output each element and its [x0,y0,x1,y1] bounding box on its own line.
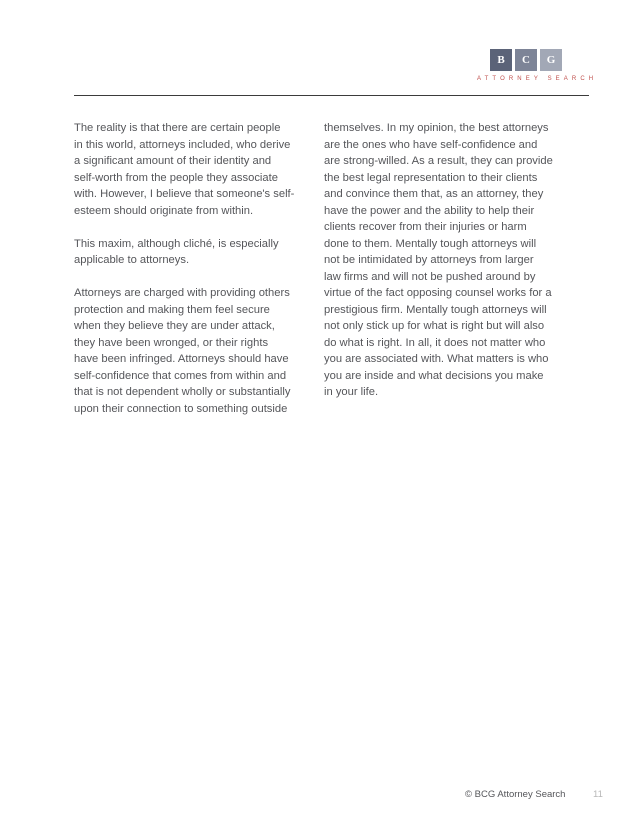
paragraph [74,285,312,417]
text-line: you are associated with. What matters is who [324,353,549,365]
text-line: in your life. [324,386,379,398]
copyright-notice: © BCG Attorney Search [465,789,566,800]
text-line: protection and making them feel secure [74,303,270,316]
text-line: in this world, attorneys included, who derive [74,138,291,151]
text-line: prestigious firm. Mentally tough attorneys will [324,303,547,316]
text-line: clients recover from their injuries or harm [324,221,527,233]
text-line: have been infringed. Attorneys should have [74,353,289,365]
text-line: are the ones who have self-confidence and [324,138,538,151]
text-line: esteem should originate from within. [74,204,254,217]
text-line: that is not dependent wholly or substantially [74,386,291,398]
text-line: the best legal representation to their clients [324,171,538,184]
right-column [324,120,568,417]
text-line: not be intimidated by attorneys from larger [324,254,534,266]
logo-letter-g: G [540,49,562,71]
text-line: The reality is that there are certain people [74,122,281,134]
logo-letter-c: C [515,49,537,71]
left-column [74,120,312,434]
logo-tagline: ATTORNEY SEARCH [477,76,598,82]
text-line: law firms and will not be pushed around by [324,270,536,283]
paragraph [324,120,568,401]
text-line: self-confidence that comes from within and [74,369,287,382]
bcg-logo [490,49,562,71]
paragraph [74,120,312,219]
page-number: 11 [593,789,603,800]
text-line: upon their connection to something outside [74,402,288,415]
text-line: are strong-willed. As a result, they can provide [324,155,553,167]
text-line: you are inside and what decisions you make [324,369,544,382]
text-line: with. However, I believe that someone's self- [74,188,295,200]
text-line: applicable to attorneys. [74,254,190,266]
text-line: a significant amount of their identity and [74,155,272,167]
text-line: themselves. In my opinion, the best attorneys [324,122,549,134]
text-line: and convince them that, as an attorney, they [324,188,544,200]
text-line: they have been wronged, or their rights [74,336,269,349]
text-line: Attorneys are charged with providing others [74,287,290,299]
header-divider [74,95,589,96]
text-line: virtue of the fact opposing counsel works for a [324,287,552,299]
text-line: when they believe they are under attack, [74,320,275,332]
logo-letter-b: B [490,49,512,71]
text-line: have the power and the ability to help their [324,204,535,217]
text-line: self-worth from the people they associate [74,171,278,184]
text-line: done to them. Mentally tough attorneys will [324,237,537,250]
text-line: not only stick up for what is right but will also [324,320,545,332]
paragraph [74,236,312,269]
text-line: do what is right. In all, it does not matter who [324,336,546,349]
text-line: This maxim, although cliché, is especially [74,237,279,250]
